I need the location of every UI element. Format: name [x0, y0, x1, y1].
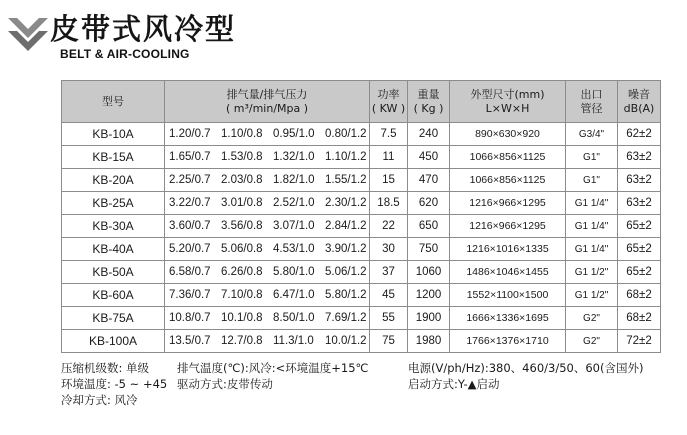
cell-power: 15 [370, 169, 408, 192]
flow-value: 1.20/0.7 [169, 128, 211, 140]
table-row [62, 192, 661, 215]
flow-value: 5.20/0.7 [169, 243, 211, 255]
cell-weight: 650 [408, 215, 450, 238]
flow-value: 0.95/1.0 [273, 128, 315, 140]
cell-noise: 63±2 [618, 192, 661, 215]
notes-column-middle [177, 360, 368, 392]
flow-value: 1.82/1.0 [273, 174, 315, 186]
cell-power: 45 [370, 284, 408, 307]
cell-weight: 1060 [408, 261, 450, 284]
cell-weight: 620 [408, 192, 450, 215]
cell-model: KB-60A [62, 284, 165, 307]
cell-power: 11 [370, 146, 408, 169]
flow-value: 3.07/1.0 [273, 220, 315, 232]
cell-weight: 240 [408, 123, 450, 146]
flow-value: 3.60/0.7 [169, 220, 211, 232]
cell-outlet: G1 1/2" [566, 284, 618, 307]
flow-value: 10.1/0.8 [221, 312, 263, 324]
note-exhaust-temp: 排气温度(℃):风冷:<环境温度+15℃ [177, 361, 369, 375]
cell-power: 37 [370, 261, 408, 284]
flow-value: 5.80/1.0 [273, 266, 315, 278]
cell-noise: 72±2 [618, 330, 661, 353]
table-row [62, 307, 661, 330]
table-row [62, 215, 661, 238]
cell-noise: 65±2 [618, 215, 661, 238]
flow-value: 1.10/0.8 [221, 128, 263, 140]
cell-size: 1216×966×1295 [450, 215, 566, 238]
note-cooling-method: 冷却方式: 风冷 [61, 393, 138, 407]
cell-model: KB-15A [62, 146, 165, 169]
note-power-supply: 电源(V/ph/Hz):380、460/3/50、60(含国外) [408, 361, 644, 375]
table-row [62, 146, 661, 169]
cell-size: 1066×856×1125 [450, 169, 566, 192]
cell-power: 18.5 [370, 192, 408, 215]
cell-outlet: G1 1/4" [566, 238, 618, 261]
cell-model: KB-75A [62, 307, 165, 330]
cell-outlet: G1" [566, 146, 618, 169]
spec-table [61, 80, 661, 353]
spec-table-body [62, 123, 661, 353]
cell-model: KB-40A [62, 238, 165, 261]
flow-value: 2.30/1.2 [325, 197, 367, 209]
cell-flow [165, 284, 370, 307]
cell-outlet: G3/4" [566, 123, 618, 146]
cell-weight: 470 [408, 169, 450, 192]
cell-noise: 65±2 [618, 238, 661, 261]
cell-flow [165, 307, 370, 330]
table-row [62, 238, 661, 261]
flow-value: 13.5/0.7 [169, 335, 211, 347]
flow-value: 5.06/1.2 [325, 266, 367, 278]
flow-value: 2.03/0.8 [221, 174, 263, 186]
flow-value: 6.58/0.7 [169, 266, 211, 278]
cell-power: 55 [370, 307, 408, 330]
note-compression-stages: 压缩机级数: 单级 [61, 361, 150, 375]
cell-noise: 63±2 [618, 146, 661, 169]
table-row [62, 169, 661, 192]
column-header-outlet: 出口 管径 [566, 81, 618, 123]
flow-value: 3.01/0.8 [221, 197, 263, 209]
cell-outlet: G1" [566, 169, 618, 192]
cell-noise: 68±2 [618, 284, 661, 307]
cell-flow [165, 330, 370, 353]
notes-column-right [408, 360, 643, 392]
cell-flow [165, 261, 370, 284]
cell-power: 7.5 [370, 123, 408, 146]
cell-power: 75 [370, 330, 408, 353]
cell-flow [165, 146, 370, 169]
column-header-flow: 排气量/排气压力 ( m³/min/Mpa ) [165, 81, 370, 123]
cell-flow [165, 123, 370, 146]
flow-value: 5.06/0.8 [221, 243, 263, 255]
flow-value: 1.65/0.7 [169, 151, 211, 163]
cell-flow [165, 192, 370, 215]
note-start-method: 启动方式:Y-▲启动 [408, 377, 500, 391]
column-header-weight: 重量 ( Kg ) [408, 81, 450, 123]
note-ambient-temp: 环境温度: -5 ~ +45 [61, 377, 168, 391]
flow-value: 1.32/1.0 [273, 151, 315, 163]
flow-value: 2.25/0.7 [169, 174, 211, 186]
flow-value: 6.47/1.0 [273, 289, 315, 301]
cell-outlet: G1 1/4" [566, 215, 618, 238]
table-row [62, 261, 661, 284]
cell-noise: 62±2 [618, 123, 661, 146]
cell-noise: 68±2 [618, 307, 661, 330]
cell-noise: 65±2 [618, 261, 661, 284]
flow-value: 12.7/0.8 [221, 335, 263, 347]
flow-value: 10.8/0.7 [169, 312, 211, 324]
flow-value: 6.26/0.8 [221, 266, 263, 278]
cell-weight: 450 [408, 146, 450, 169]
column-header-model: 型号 [62, 81, 165, 123]
cell-weight: 1980 [408, 330, 450, 353]
table-header-row [62, 81, 661, 123]
cell-model: KB-10A [62, 123, 165, 146]
column-header-noise: 噪音 dB(A) [618, 81, 661, 123]
flow-value: 8.50/1.0 [273, 312, 315, 324]
cell-size: 890×630×920 [450, 123, 566, 146]
cell-power: 30 [370, 238, 408, 261]
cell-size: 1666×1336×1695 [450, 307, 566, 330]
flow-value: 3.90/1.2 [325, 243, 367, 255]
cell-size: 1216×966×1295 [450, 192, 566, 215]
table-row [62, 123, 661, 146]
cell-model: KB-20A [62, 169, 165, 192]
double-chevron-down-icon [8, 18, 48, 52]
flow-value: 1.10/1.2 [325, 151, 367, 163]
notes-column-left [61, 360, 167, 408]
page-subtitle: BELT & AIR-COOLING [60, 47, 190, 61]
cell-flow [165, 238, 370, 261]
flow-value: 7.69/1.2 [325, 312, 367, 324]
column-header-size: 外型尺寸(mm) L×W×H [450, 81, 566, 123]
cell-noise: 63±2 [618, 169, 661, 192]
cell-outlet: G1 1/4" [566, 192, 618, 215]
flow-value: 2.84/1.2 [325, 220, 367, 232]
flow-value: 7.10/0.8 [221, 289, 263, 301]
flow-value: 1.55/1.2 [325, 174, 367, 186]
cell-flow [165, 215, 370, 238]
cell-size: 1766×1376×1710 [450, 330, 566, 353]
flow-value: 3.56/0.8 [221, 220, 263, 232]
cell-model: KB-100A [62, 330, 165, 353]
cell-power: 22 [370, 215, 408, 238]
spec-notes [61, 360, 681, 430]
flow-value: 3.22/0.7 [169, 197, 211, 209]
cell-size: 1066×856×1125 [450, 146, 566, 169]
flow-value: 2.52/1.0 [273, 197, 315, 209]
flow-value: 11.3/1.0 [273, 335, 314, 347]
cell-model: KB-25A [62, 192, 165, 215]
table-row [62, 330, 661, 353]
cell-outlet: G1 1/2" [566, 261, 618, 284]
flow-value: 10.0/1.2 [325, 335, 367, 347]
column-header-power: 功率 ( KW ) [370, 81, 408, 123]
cell-weight: 1900 [408, 307, 450, 330]
flow-value: 7.36/0.7 [169, 289, 211, 301]
cell-outlet: G2" [566, 330, 618, 353]
cell-model: KB-30A [62, 215, 165, 238]
cell-size: 1216×1016×1335 [450, 238, 566, 261]
flow-value: 0.80/1.2 [325, 128, 367, 140]
cell-flow [165, 169, 370, 192]
flow-value: 4.53/1.0 [273, 243, 315, 255]
cell-outlet: G2" [566, 307, 618, 330]
cell-size: 1552×1100×1500 [450, 284, 566, 307]
cell-size: 1486×1046×1455 [450, 261, 566, 284]
cell-weight: 1200 [408, 284, 450, 307]
page-header [8, 12, 308, 66]
note-drive-method: 驱动方式:皮带传动 [177, 377, 273, 391]
page-title: 皮带式风冷型 [50, 12, 237, 46]
cell-weight: 750 [408, 238, 450, 261]
flow-value: 5.80/1.2 [325, 289, 367, 301]
flow-value: 1.53/0.8 [221, 151, 263, 163]
cell-model: KB-50A [62, 261, 165, 284]
table-row [62, 284, 661, 307]
